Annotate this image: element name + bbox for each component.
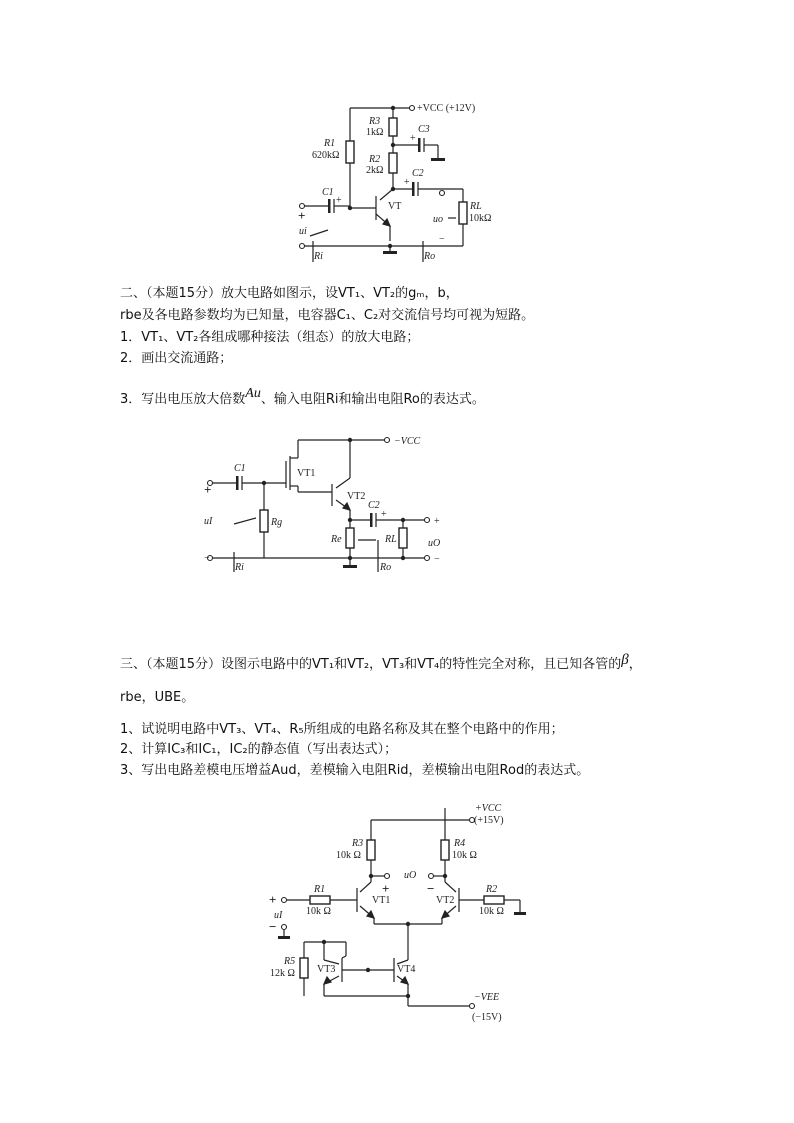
q2-item-3 bbox=[120, 386, 485, 408]
c1-c1-label: C1 bbox=[322, 187, 334, 198]
c1-r1-value: 620kΩ bbox=[312, 150, 340, 161]
c2-rg-resistor bbox=[260, 510, 268, 532]
c3-input-minus: − bbox=[269, 919, 277, 934]
c3-r4-value: 10k Ω bbox=[452, 850, 477, 861]
c3-uo-minus: − bbox=[427, 881, 435, 896]
q3-item-2: 2、计算IC₃和IC₁，IC₂的静态值（写出表达式）； bbox=[120, 742, 398, 757]
c2-rl-label: RL bbox=[385, 534, 397, 545]
c2-ui-label: uI bbox=[204, 516, 213, 527]
c1-r3-value: 1kΩ bbox=[366, 127, 384, 138]
c1-r1-label: R1 bbox=[324, 138, 336, 149]
q2-item-3-a: 3．写出电压放大倍数 bbox=[120, 392, 246, 407]
c1-c2-label: C2 bbox=[412, 168, 424, 179]
c1-vcc-label: +VCC (+12V) bbox=[417, 103, 476, 114]
c3-r4-resistor bbox=[441, 840, 449, 860]
c1-uo-label: uo bbox=[433, 214, 443, 225]
c3-r2-resistor bbox=[484, 896, 504, 904]
c2-re-resistor bbox=[346, 528, 354, 548]
q3-line-1-b: ， bbox=[628, 657, 642, 672]
c1-r2-resistor bbox=[389, 153, 397, 173]
q2-au-symbol: Au bbox=[245, 386, 261, 401]
c1-rl-resistor bbox=[459, 202, 467, 224]
c1-rl-value: 10kΩ bbox=[469, 213, 492, 224]
c1-vt-label: VT bbox=[388, 201, 402, 212]
c3-vcc-value: (+15V) bbox=[474, 815, 504, 826]
c3-r5-resistor bbox=[300, 958, 308, 978]
c1-c3-plus: + bbox=[410, 133, 416, 144]
q3-beta-symbol: β bbox=[621, 652, 629, 668]
c3-r5-value: 12k Ω bbox=[270, 968, 295, 979]
c3-vee-value: (−15V) bbox=[472, 1012, 502, 1023]
c3-uo-label: uO bbox=[404, 870, 417, 881]
q2-line-1: 二、（本题15分）放大电路如图示，设VT₁、VT₂的gₘ，b， bbox=[120, 286, 459, 301]
c1-r1-resistor bbox=[346, 141, 354, 163]
c3-r1-value: 10k Ω bbox=[306, 906, 331, 917]
c1-c2-plus: + bbox=[404, 177, 410, 188]
q2-line-2: rbe及各电路参数均为已知量，电容器C₁、C₂对交流信号均可视为短路。 bbox=[120, 308, 535, 323]
c2-input-minus: − bbox=[204, 553, 210, 564]
c2-c1-label: C1 bbox=[234, 463, 246, 474]
c1-r2-value: 2kΩ bbox=[366, 165, 384, 176]
q2-item-1: 1．VT₁、VT₂各组成哪种接法（组态）的放大电路； bbox=[120, 330, 420, 345]
c2-vcc-label: −VCC bbox=[394, 436, 421, 447]
c3-r1-label: R1 bbox=[314, 884, 326, 895]
q3-item-3: 3、写出电路差模电压增益Aud，差模输入电阻Rid，差模输出电阻Rod的表达式。 bbox=[120, 763, 590, 778]
q3-line-1-a: 三、（本题15分）设图示电路中的VT₁和VT₂，VT₃和VT₄的特性完全对称，且已知各管的 bbox=[120, 657, 622, 672]
c2-ro-label: Ro bbox=[380, 562, 392, 573]
c2-vt1-label: VT1 bbox=[297, 468, 316, 479]
q3-line-1 bbox=[120, 652, 642, 673]
c2-vt2-label: VT2 bbox=[347, 491, 366, 502]
c1-c3-label: C3 bbox=[418, 124, 430, 135]
c3-vt1-label: VT1 bbox=[372, 895, 391, 906]
c2-re-label: Re bbox=[331, 534, 342, 545]
c3-r3-resistor bbox=[367, 840, 375, 860]
c1-ro-label: Ro bbox=[424, 251, 436, 262]
c1-input-plus: + bbox=[298, 208, 306, 223]
c2-rg-label: Rg bbox=[271, 517, 283, 528]
c2-uo-label: uO bbox=[428, 538, 441, 549]
c1-r2-label: R2 bbox=[369, 154, 381, 165]
c2-c2-label: C2 bbox=[368, 500, 380, 511]
c3-r4-label: R4 bbox=[454, 838, 466, 849]
circuit-diagram-1 bbox=[290, 96, 520, 266]
c3-vt4-label: VT4 bbox=[397, 964, 416, 975]
circuit-diagram-3 bbox=[262, 800, 542, 1026]
c1-ri-label: Ri bbox=[314, 251, 323, 262]
c2-output-plus: + bbox=[434, 516, 440, 527]
c1-r3-label: R3 bbox=[369, 116, 381, 127]
q3-line-2: rbe，UBE。 bbox=[120, 690, 195, 705]
c3-vcc-label: +VCC bbox=[475, 803, 502, 814]
c3-vee-label: −VEE bbox=[474, 992, 500, 1003]
c1-ui-label: ui bbox=[299, 226, 307, 237]
c3-uo-plus: + bbox=[382, 881, 390, 896]
c2-input-plus: + bbox=[204, 482, 212, 497]
q2-item-2: 2．画出交流通路； bbox=[120, 351, 233, 366]
c3-r1-resistor bbox=[310, 896, 330, 904]
circuit-diagram-2 bbox=[198, 428, 458, 578]
c1-c1-plus: + bbox=[336, 195, 342, 206]
c2-ri-label: Ri bbox=[235, 562, 244, 573]
c3-r2-label: R2 bbox=[486, 884, 498, 895]
c2-output-minus: − bbox=[434, 554, 440, 565]
c3-ui-label: uI bbox=[274, 910, 283, 921]
c3-vt2-label: VT2 bbox=[436, 895, 455, 906]
c1-output-minus: − bbox=[439, 234, 445, 245]
c3-r2-value: 10k Ω bbox=[479, 906, 504, 917]
c3-r5-label: R5 bbox=[284, 956, 296, 967]
c1-rl-label: RL bbox=[470, 201, 482, 212]
c3-r3-value: 10k Ω bbox=[336, 850, 361, 861]
c3-input-plus: + bbox=[269, 892, 277, 907]
c3-vt3-label: VT3 bbox=[317, 964, 336, 975]
q2-item-3-b: 、输入电阻Ri和输出电阻Ro的表达式。 bbox=[260, 392, 485, 407]
c2-rl-resistor bbox=[399, 528, 407, 548]
c3-r3-label: R3 bbox=[352, 838, 364, 849]
c2-c2-plus: + bbox=[381, 509, 387, 520]
q3-item-1: 1、试说明电路中VT₃、VT₄、R₅所组成的电路名称及其在整个电路中的作用； bbox=[120, 722, 564, 737]
c1-r3-resistor bbox=[389, 118, 397, 136]
